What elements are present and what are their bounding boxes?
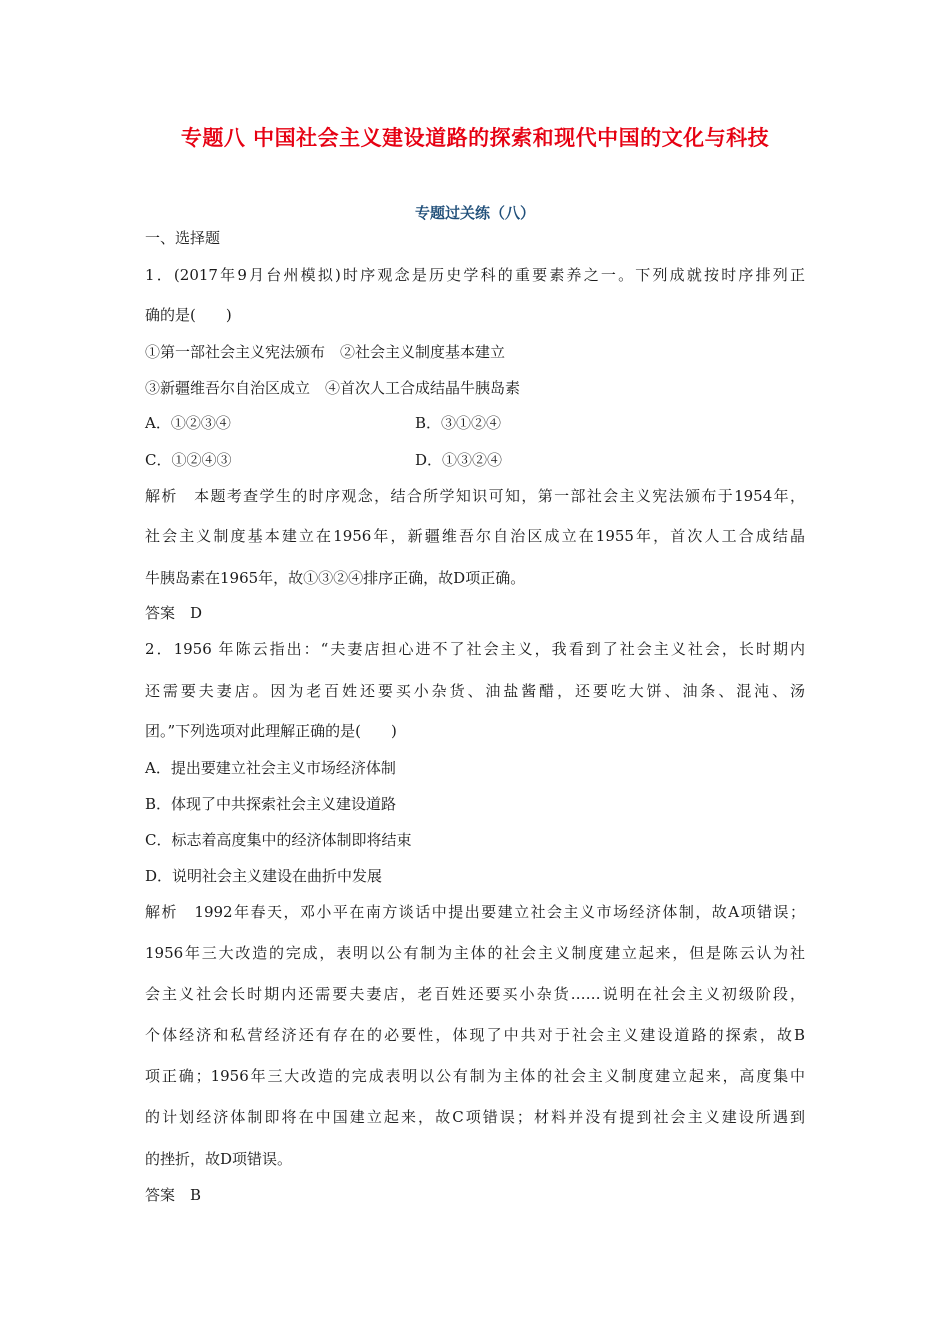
q2-answer: 答案 B — [145, 1186, 202, 1204]
q1-answer: 答案 D — [145, 604, 203, 622]
q2-option-d: D．说明社会主义建设在曲折中发展 — [145, 867, 383, 885]
page-subtitle: 专题过关练（八） — [414, 204, 535, 222]
page-title: 专题八 中国社会主义建设道路的探索和现代中国的文化与科技 — [180, 126, 770, 150]
q1-option-b: B．③①②④ — [415, 414, 502, 432]
q2-stem-line-2: 还需要夫妻店。因为老百姓还要买小杂货、油盐酱醋，还要吃大饼、油条、混沌、汤 — [145, 682, 805, 700]
q1-items-line-2: ③新疆维吾尔自治区成立 ④首次人工合成结晶牛胰岛素 — [145, 379, 521, 397]
q2-option-a: A．提出要建立社会主义市场经济体制 — [145, 759, 396, 777]
q1-option-d: D．①③②④ — [415, 451, 503, 469]
q2-analysis-line-4: 个体经济和私营经济还有存在的必要性，体现了中共对于社会主义建设道路的探索，故B — [145, 1026, 805, 1044]
q1-stem-line-2: 确的是( ) — [145, 306, 232, 324]
q2-stem-line-3: 团。”下列选项对此理解正确的是( ) — [145, 722, 397, 740]
q1-option-c: C．①②④③ — [145, 451, 232, 469]
q1-stem-line-1: 1．(2017年9月台州模拟)时序观念是历史学科的重要素养之一。下列成就按时序排列正 — [145, 266, 805, 284]
q1-analysis-line-2: 社会主义制度基本建立在1956年，新疆维吾尔自治区成立在1955年，首次人工合成结晶 — [145, 527, 805, 545]
section-heading: 一、选择题 — [145, 229, 221, 247]
q2-analysis-line-5: 项正确；1956年三大改造的完成表明以公有制为主体的社会主义制度建立起来，高度集中 — [145, 1067, 805, 1085]
q2-analysis-line-6: 的计划经济体制即将在中国建立起来，故C项错误；材料并没有提到社会主义建设所遇到 — [145, 1108, 805, 1126]
q2-analysis-line-7: 的挫折，故D项错误。 — [145, 1150, 293, 1168]
q2-option-b: B．体现了中共探索社会主义建设道路 — [145, 795, 397, 813]
q2-stem-line-1: 2．1956 年陈云指出：“夫妻店担心进不了社会主义，我看到了社会主义社会，长时期内 — [145, 640, 805, 658]
q1-items-line-1: ①第一部社会主义宪法颁布 ②社会主义制度基本建立 — [145, 343, 506, 361]
q2-analysis-line-2: 1956年三大改造的完成，表明以公有制为主体的社会主义制度建立起来，但是陈云认为社 — [145, 944, 805, 962]
q1-analysis-line-1: 解析 本题考查学生的时序观念，结合所学知识可知，第一部社会主义宪法颁布于1954年， — [145, 487, 805, 505]
q2-option-c: C．标志着高度集中的经济体制即将结束 — [145, 831, 412, 849]
q1-option-a: A．①②③④ — [145, 414, 231, 432]
q1-analysis-line-3: 牛胰岛素在1965年，故①③②④排序正确，故D项正确。 — [145, 569, 526, 587]
q2-analysis-line-1: 解析 1992年春天，邓小平在南方谈话中提出要建立社会主义市场经济体制，故A项错误； — [145, 903, 805, 921]
q2-analysis-line-3: 会主义社会长时期内还需要夫妻店，老百姓还要买小杂货……说明在社会主义初级阶段， — [145, 985, 805, 1003]
